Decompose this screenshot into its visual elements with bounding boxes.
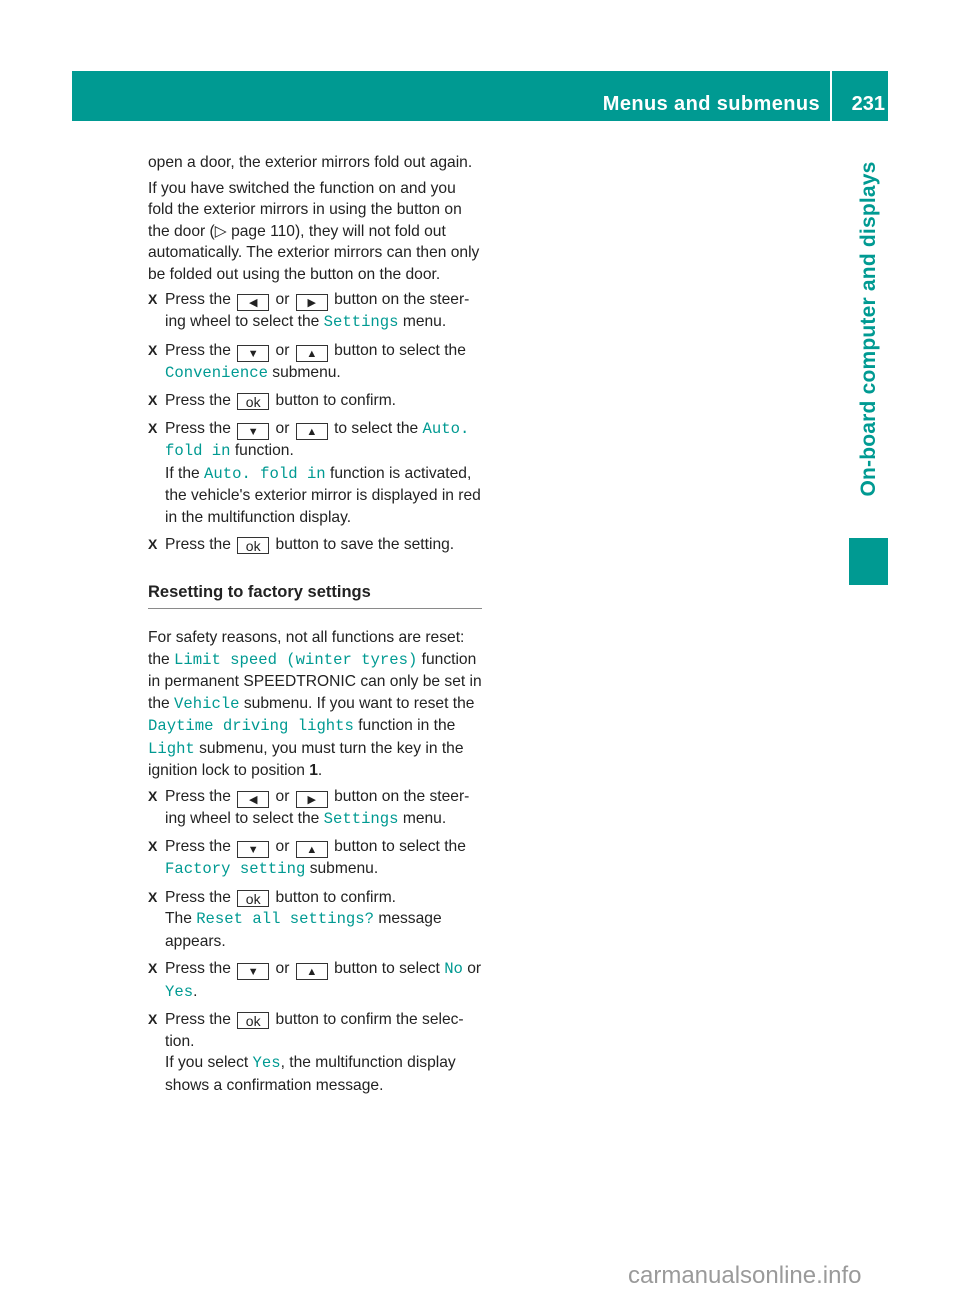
step-bullet-icon: X: [148, 787, 158, 804]
step: X Press the ▼ or ▲ to select the Auto. fold in function. If the Auto. fold in function is activated, the vehicle's exterior mirror is displayed in red in the multifunction display.: [148, 419, 481, 526]
step: X Press the ok button to confirm the selec-tion. If you select Yes, the multifunction display shows a confirmation message.: [148, 1011, 464, 1094]
step: X Press the ◀ or ▶ button on the steer-ing wheel to select the Settings menu.: [148, 291, 470, 331]
option-yes: Yes: [165, 982, 194, 1001]
submenu-name: Convenience: [165, 363, 268, 382]
up-arrow-button-icon: ▲: [296, 423, 328, 440]
down-arrow-button-icon: ▼: [237, 423, 269, 440]
option-yes: Yes: [252, 1054, 281, 1072]
submenu-name: Light: [148, 739, 195, 758]
step-bullet-icon: X: [148, 1011, 158, 1027]
step-bullet-icon: X: [148, 419, 158, 436]
key-position: 1: [309, 762, 318, 779]
down-arrow-button-icon: ▼: [237, 841, 269, 858]
menu-name: Settings: [323, 809, 399, 828]
intro-paragraph-1: open a door, the exterior mirrors fold out again.: [148, 154, 473, 171]
down-arrow-button-icon: ▼: [237, 345, 269, 362]
step: X Press the ◀ or ▶ button on the steer-ing wheel to select the Settings menu.: [148, 787, 470, 828]
step: X Press the ▼ or ▲ button to select No or Yes.: [148, 960, 482, 1001]
step: X Press the ▼ or ▲ button to select the Convenience submenu.: [148, 341, 466, 382]
step-bullet-icon: X: [148, 838, 158, 854]
ok-button-icon: ok: [237, 537, 269, 554]
option-no: No: [444, 960, 463, 978]
down-arrow-button-icon: ▼: [237, 963, 269, 980]
submenu-name: Vehicle: [174, 694, 240, 713]
right-arrow-button-icon: ▶: [296, 294, 328, 311]
content-column: [148, 152, 482, 1102]
up-arrow-button-icon: ▲: [296, 841, 328, 858]
step-bullet-icon: X: [148, 960, 158, 976]
section-paragraph: For safety reasons, not all functions are reset: the Limit speed (winter tyres) function in permanent SPEEDTRONIC can only be set in the Vehicle submenu. If you want to reset the Daytime driving lights function in the Light submenu, you must turn the key in the ignition lock to position 1.: [148, 629, 482, 779]
watermark: carmanualsonline.info: [628, 1262, 862, 1289]
function-name: Limit speed (winter tyres): [174, 650, 418, 669]
function-name: Daytime driving lights: [148, 717, 354, 735]
ok-button-icon: ok: [237, 1012, 269, 1029]
ok-button-icon: ok: [237, 890, 269, 907]
header-bar: [72, 71, 888, 121]
submenu-name: Factory setting: [165, 860, 306, 878]
chapter-tab-label: On-board computer and displays: [856, 161, 880, 497]
step-bullet-icon: X: [148, 341, 158, 358]
step: X Press the ok button to save the setting.: [148, 536, 455, 554]
left-arrow-button-icon: ◀: [237, 791, 269, 808]
step: X Press the ok button to confirm.: [148, 392, 397, 410]
page-reference-icon: ▷: [214, 222, 227, 240]
page-title: Menus and submenus: [602, 93, 820, 115]
step-bullet-icon: X: [148, 536, 158, 552]
chapter-tab-block: [849, 538, 888, 585]
ok-button-icon: ok: [237, 393, 269, 410]
function-name: Auto. fold in: [165, 419, 470, 460]
right-arrow-button-icon: ▶: [296, 791, 328, 808]
intro-paragraph-2: If you have switched the function on and you fold the exterior mirrors in using the button on the door (▷ page 110), they will not fold out automatically. The exterior mirrors can then only be folded out using the button on the door.: [148, 179, 480, 283]
function-name: Auto. fold in: [204, 464, 326, 483]
step-bullet-icon: X: [148, 291, 158, 307]
message-name: Reset all settings?: [196, 910, 375, 928]
page-number: 231: [851, 93, 885, 115]
step: X Press the ▼ or ▲ button to select the Factory setting submenu.: [148, 838, 466, 878]
step-bullet-icon: X: [148, 888, 158, 905]
section-heading: Resetting to factory settings: [148, 582, 482, 610]
step-bullet-icon: X: [148, 392, 158, 408]
left-arrow-button-icon: ◀: [237, 294, 269, 311]
header-divider: [830, 71, 832, 121]
step: X Press the ok button to confirm. The Reset all settings? message appears.: [148, 888, 442, 950]
up-arrow-button-icon: ▲: [296, 345, 328, 362]
up-arrow-button-icon: ▲: [296, 963, 328, 980]
chapter-tab: [849, 121, 888, 537]
menu-name: Settings: [323, 313, 399, 331]
